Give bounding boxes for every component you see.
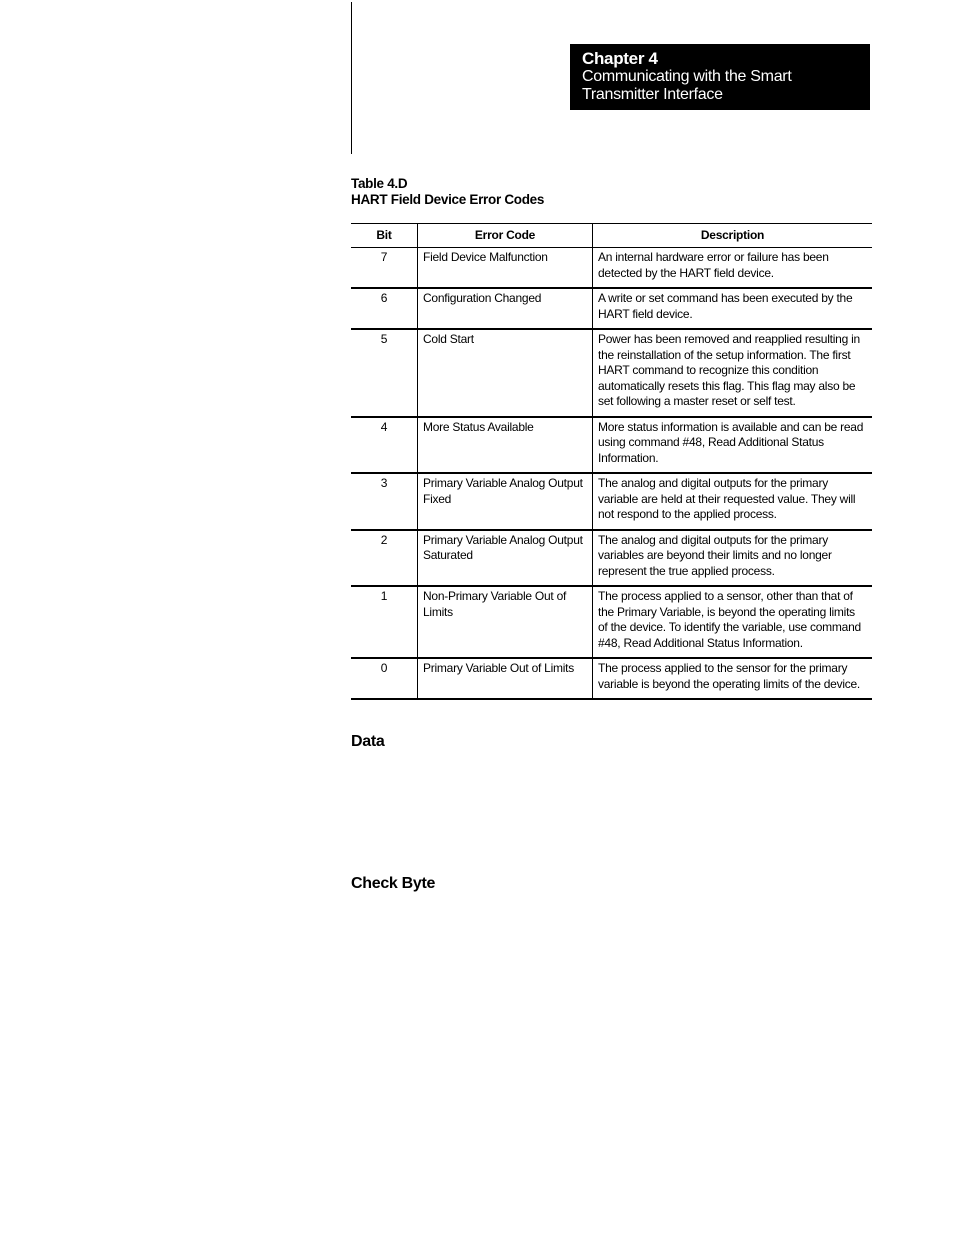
description-cell: Power has been removed and reapplied resulting in the reinstallation of the setup information. The first HART command to recognize this condition automatically resets this flag. This flag may also be set following a master reset or self test. — [593, 329, 873, 417]
bit-cell: 0 — [351, 658, 418, 699]
error-codes-table — [351, 223, 872, 700]
table-title: HART Field Device Error Codes — [351, 192, 545, 207]
bit-cell: 7 — [351, 248, 418, 289]
error-code-cell: Primary Variable Out of Limits — [418, 658, 593, 699]
description-cell: The analog and digital outputs for the primary variables are beyond their limits and no longer represent the true applied process. — [593, 530, 873, 587]
chapter-number: Chapter 4 — [582, 49, 658, 68]
bit-cell: 2 — [351, 530, 418, 587]
description-cell: A write or set command has been executed by the HART field device. — [593, 288, 873, 329]
section-heading-data: Data — [351, 733, 385, 750]
table-number: Table 4.D — [351, 176, 408, 191]
bit-cell: 1 — [351, 586, 418, 658]
description-cell: More status information is available and can be read using command #48, Read Additional Status Information. — [593, 417, 873, 474]
table-row — [351, 329, 872, 417]
error-code-cell: Primary Variable Analog Output Saturated — [418, 530, 593, 587]
description-cell: The analog and digital outputs for the primary variable are held at their requested value. They will not respond to the applied process. — [593, 473, 873, 530]
table-caption — [351, 176, 544, 208]
column-header-bit: Bit — [351, 224, 418, 248]
error-code-cell: Primary Variable Analog Output Fixed — [418, 473, 593, 530]
description-cell: The process applied to the sensor for the primary variable is beyond the operating limits of the device. — [593, 658, 873, 699]
error-code-cell: Configuration Changed — [418, 288, 593, 329]
chapter-header — [570, 44, 870, 110]
table-row — [351, 530, 872, 587]
table-row — [351, 658, 872, 699]
bit-cell: 4 — [351, 417, 418, 474]
column-header-error-code: Error Code — [418, 224, 593, 248]
table-row — [351, 248, 872, 289]
description-cell: The process applied to a sensor, other than that of the Primary Variable, is beyond the operating limits of the device. To identify the variable, use command #48, Read Additional Status Information. — [593, 586, 873, 658]
error-code-cell: Cold Start — [418, 329, 593, 417]
chapter-title-line1: Communicating with the Smart — [582, 68, 792, 85]
error-code-cell: Field Device Malfunction — [418, 248, 593, 289]
bit-cell: 5 — [351, 329, 418, 417]
bit-cell: 6 — [351, 288, 418, 329]
margin-rule — [351, 2, 352, 154]
error-code-cell: Non-Primary Variable Out of Limits — [418, 586, 593, 658]
table-header-row — [351, 224, 872, 248]
error-code-cell: More Status Available — [418, 417, 593, 474]
table-row — [351, 473, 872, 530]
column-header-description: Description — [593, 224, 873, 248]
description-cell: An internal hardware error or failure has been detected by the HART field device. — [593, 248, 873, 289]
section-heading-check-byte: Check Byte — [351, 875, 436, 892]
table-row — [351, 288, 872, 329]
chapter-title-line2: Transmitter Interface — [582, 86, 723, 103]
table-row — [351, 417, 872, 474]
bit-cell: 3 — [351, 473, 418, 530]
table-row — [351, 586, 872, 658]
